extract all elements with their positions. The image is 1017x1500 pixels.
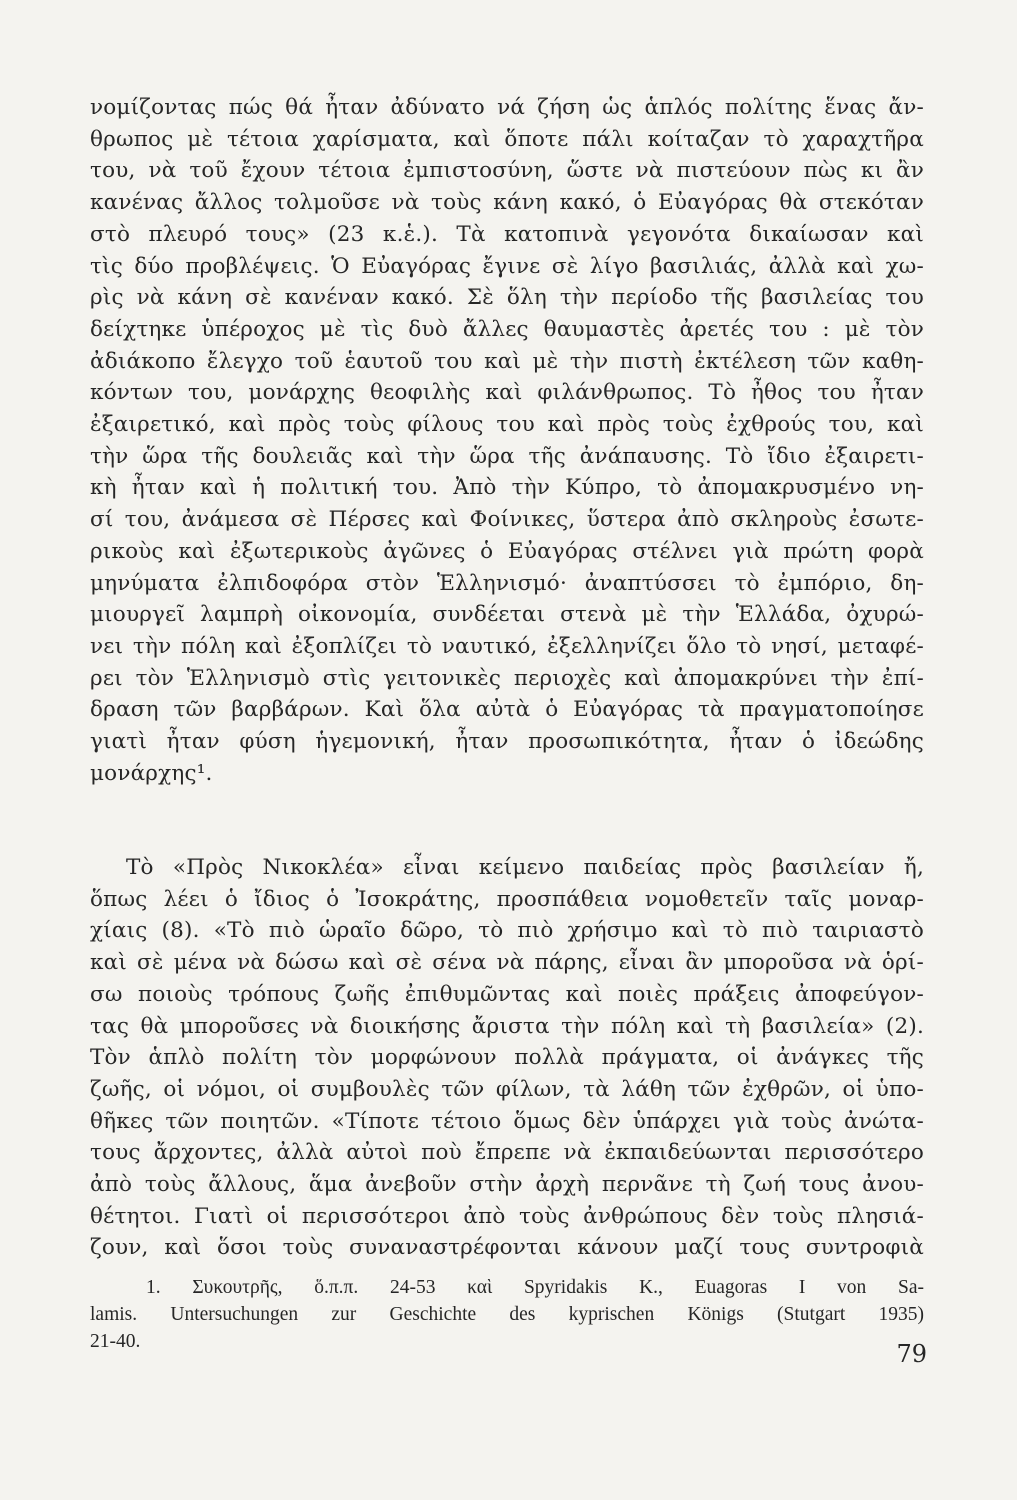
text-line: Τὸν ἁπλὸ πολίτη τὸν μορφώνουν πολλὰ πράγματα, οἱ ἀνάγκες τῆς [90,1045,924,1071]
text-line: μιουργεῖ λαμπρὴ οἰκονομία, συνδέεται στενὰ μὲ τὴν Ἑλλάδα, ὀχυρώ- [90,602,924,628]
text-line: τας θὰ μποροῦσες νὰ διοικήσης ἄριστα τὴν πόλη καὶ τὴ βασιλεία» (2). [90,1013,924,1039]
text-line: γιατὶ ἦταν φύση ἡγεμονική, ἦταν προσωπικότητα, ἦταν ὁ ἰδεώδης [90,729,924,755]
text-line: ρικοὺς καὶ ἐξωτερικοὺς ἀγῶνες ὁ Εὐαγόρας στέλνει γιὰ πρώτη φορὰ [90,538,924,564]
text-line: μηνύματα ἐλπιδοφόρα στὸν Ἑλληνισμό· ἀναπτύσσει τὸ ἐμπόριο, δη- [90,570,924,596]
text-line: χίαις (8). «Τὸ πιὸ ὡραῖο δῶρο, τὸ πιὸ χρήσιμο καὶ τὸ πιὸ ταιριαστὸ [90,918,924,944]
text-line: θέτητοι. Γιατὶ οἱ περισσότεροι ἀπὸ τοὺς ἀνθρώπους δὲν τοὺς πλησιά- [90,1203,924,1229]
paragraph-2 [90,852,924,1264]
text-line: ἀπὸ τοὺς ἄλλους, ἅμα ἀνεβοῦν στὴν ἀρχὴ περνᾶνε τὴ ζωή τους ἀνου- [90,1172,924,1198]
text-line: ἀδιάκοπο ἔλεγχο τοῦ ἑαυτοῦ του καὶ μὲ τὴν πιστὴ ἐκτέλεση τῶν καθη- [90,348,924,374]
text-line: σω ποιοὺς τρόπους ζωῆς ἐπιθυμῶντας καὶ ποιὲς πράξεις ἀποφεύγον- [90,981,924,1007]
text-line: ὅπως λέει ὁ ἴδιος ὁ Ἰσοκράτης, προσπάθεια νομοθετεῖν ταῖς μοναρ- [90,886,924,912]
text-line: νομίζοντας πώς θά ἦταν ἀδύνατο νά ζήση ὡς ἁπλός πολίτης ἕνας ἄν- [90,95,924,120]
footnote-line: lamis. Untersuchungen zur Geschichte des kyprischen Königs (Stutgart 1935) [90,1304,924,1326]
text-line: του, νὰ τοῦ ἔχουν τέτοια ἐμπιστοσύνη, ὥστε νὰ πιστεύουν πὼς κι ἂν [90,158,924,184]
text-line: δείχτηκε ὑπέροχος μὲ τὶς δυὸ ἄλλες θαυμαστὲς ἀρετές του : μὲ τὸν [90,316,924,342]
text-line: δραση τῶν βαρβάρων. Καὶ ὅλα αὐτὰ ὁ Εὐαγόρας τὰ πραγματοποίησε [90,697,924,723]
text-line: ἐξαιρετικό, καὶ πρὸς τοὺς φίλους του καὶ πρὸς τοὺς ἐχθρούς του, καὶ [90,412,924,438]
book-page [90,90,924,1470]
text-line: ρει τὸν Ἑλληνισμὸ στὶς γειτονικὲς περιοχὲς καὶ ἀπομακρύνει τὴν ἐπί- [90,665,924,691]
text-line: τὶς δύο προβλέψεις. Ὁ Εὐαγόρας ἔγινε σὲ λίγο βασιλιάς, ἀλλὰ καὶ χω- [90,253,924,279]
text-line: καὶ σὲ μένα νὰ δώσω καὶ σὲ σένα νὰ πάρης, εἶναι ἂν μποροῦσα νὰ ὁρί- [90,950,924,976]
text-line: Τὸ «Πρὸς Νικοκλέα» εἶναι κείμενο παιδείας πρὸς βασιλείαν ἤ, [126,855,924,880]
page-number: 79 [896,1340,927,1368]
footnote-line: 21-40. [90,1331,141,1353]
text-line: μονάρχης¹. [90,760,213,786]
text-line: νει τὴν πόλη καὶ ἐξοπλίζει τὸ ναυτικό, ἐξελληνίζει ὅλο τὸ νησί, μεταφέ- [90,633,924,659]
text-line: κὴ ἦταν καὶ ἡ πολιτική του. Ἀπὸ τὴν Κύπρο, τὸ ἀπομακρυσμένο νη- [90,475,924,501]
text-line: ζωῆς, οἱ νόμοι, οἱ συμβουλὲς τῶν φίλων, τὰ λάθη τῶν ἐχθρῶν, οἱ ὑπο- [90,1076,924,1102]
text-line: σί του, ἀνάμεσα σὲ Πέρσες καὶ Φοίνικες, ὕστερα ἀπὸ σκληροὺς ἐσωτε- [90,507,924,533]
text-line: θῆκες τῶν ποιητῶν. «Τίποτε τέτοιο ὅμως δὲν ὑπάρχει γιὰ τοὺς ἀνώτα- [90,1108,924,1134]
footnote [90,1274,924,1356]
footnote-line: 1. Συκουτρῆς, ὅ.π.π. 24-53 καὶ Spyridakis K., Euagoras I von Sa- [146,1277,924,1298]
text-line: θρωπος μὲ τέτοια χαρίσματα, καὶ ὅποτε πάλι κοίταζαν τὸ χαραχτῆρα [90,126,924,152]
paragraph-1 [90,92,924,789]
text-line: τὴν ὥρα τῆς δουλειᾶς καὶ τὴν ὥρα τῆς ἀνάπαυσης. Τὸ ἴδιο ἐξαιρετι- [90,443,924,469]
text-line: ζουν, καὶ ὅσοι τοὺς συναναστρέφονται κάνουν μαζί τους συντροφιὰ [90,1235,924,1261]
text-line: ρὶς νὰ κάνη σὲ κανέναν κακό. Σὲ ὅλη τὴν περίοδο τῆς βασιλείας του [90,285,924,311]
text-line: τους ἄρχοντες, ἀλλὰ αὐτοὶ ποὺ ἔπρεπε νὰ ἐκπαιδεύωνται περισσότερο [90,1140,924,1166]
text-line: στὸ πλευρό τους» (23 κ.ἑ.). Τὰ κατοπινὰ γεγονότα δικαίωσαν καὶ [90,221,924,247]
text-line: κανένας ἄλλος τολμοῦσε νὰ τοὺς κάνη κακό, ὁ Εὐαγόρας θὰ στεκόταν [90,190,924,216]
text-line: κόντων του, μονάρχης θεοφιλὴς καὶ φιλάνθρωπος. Τὸ ἦθος του ἦταν [90,380,924,406]
